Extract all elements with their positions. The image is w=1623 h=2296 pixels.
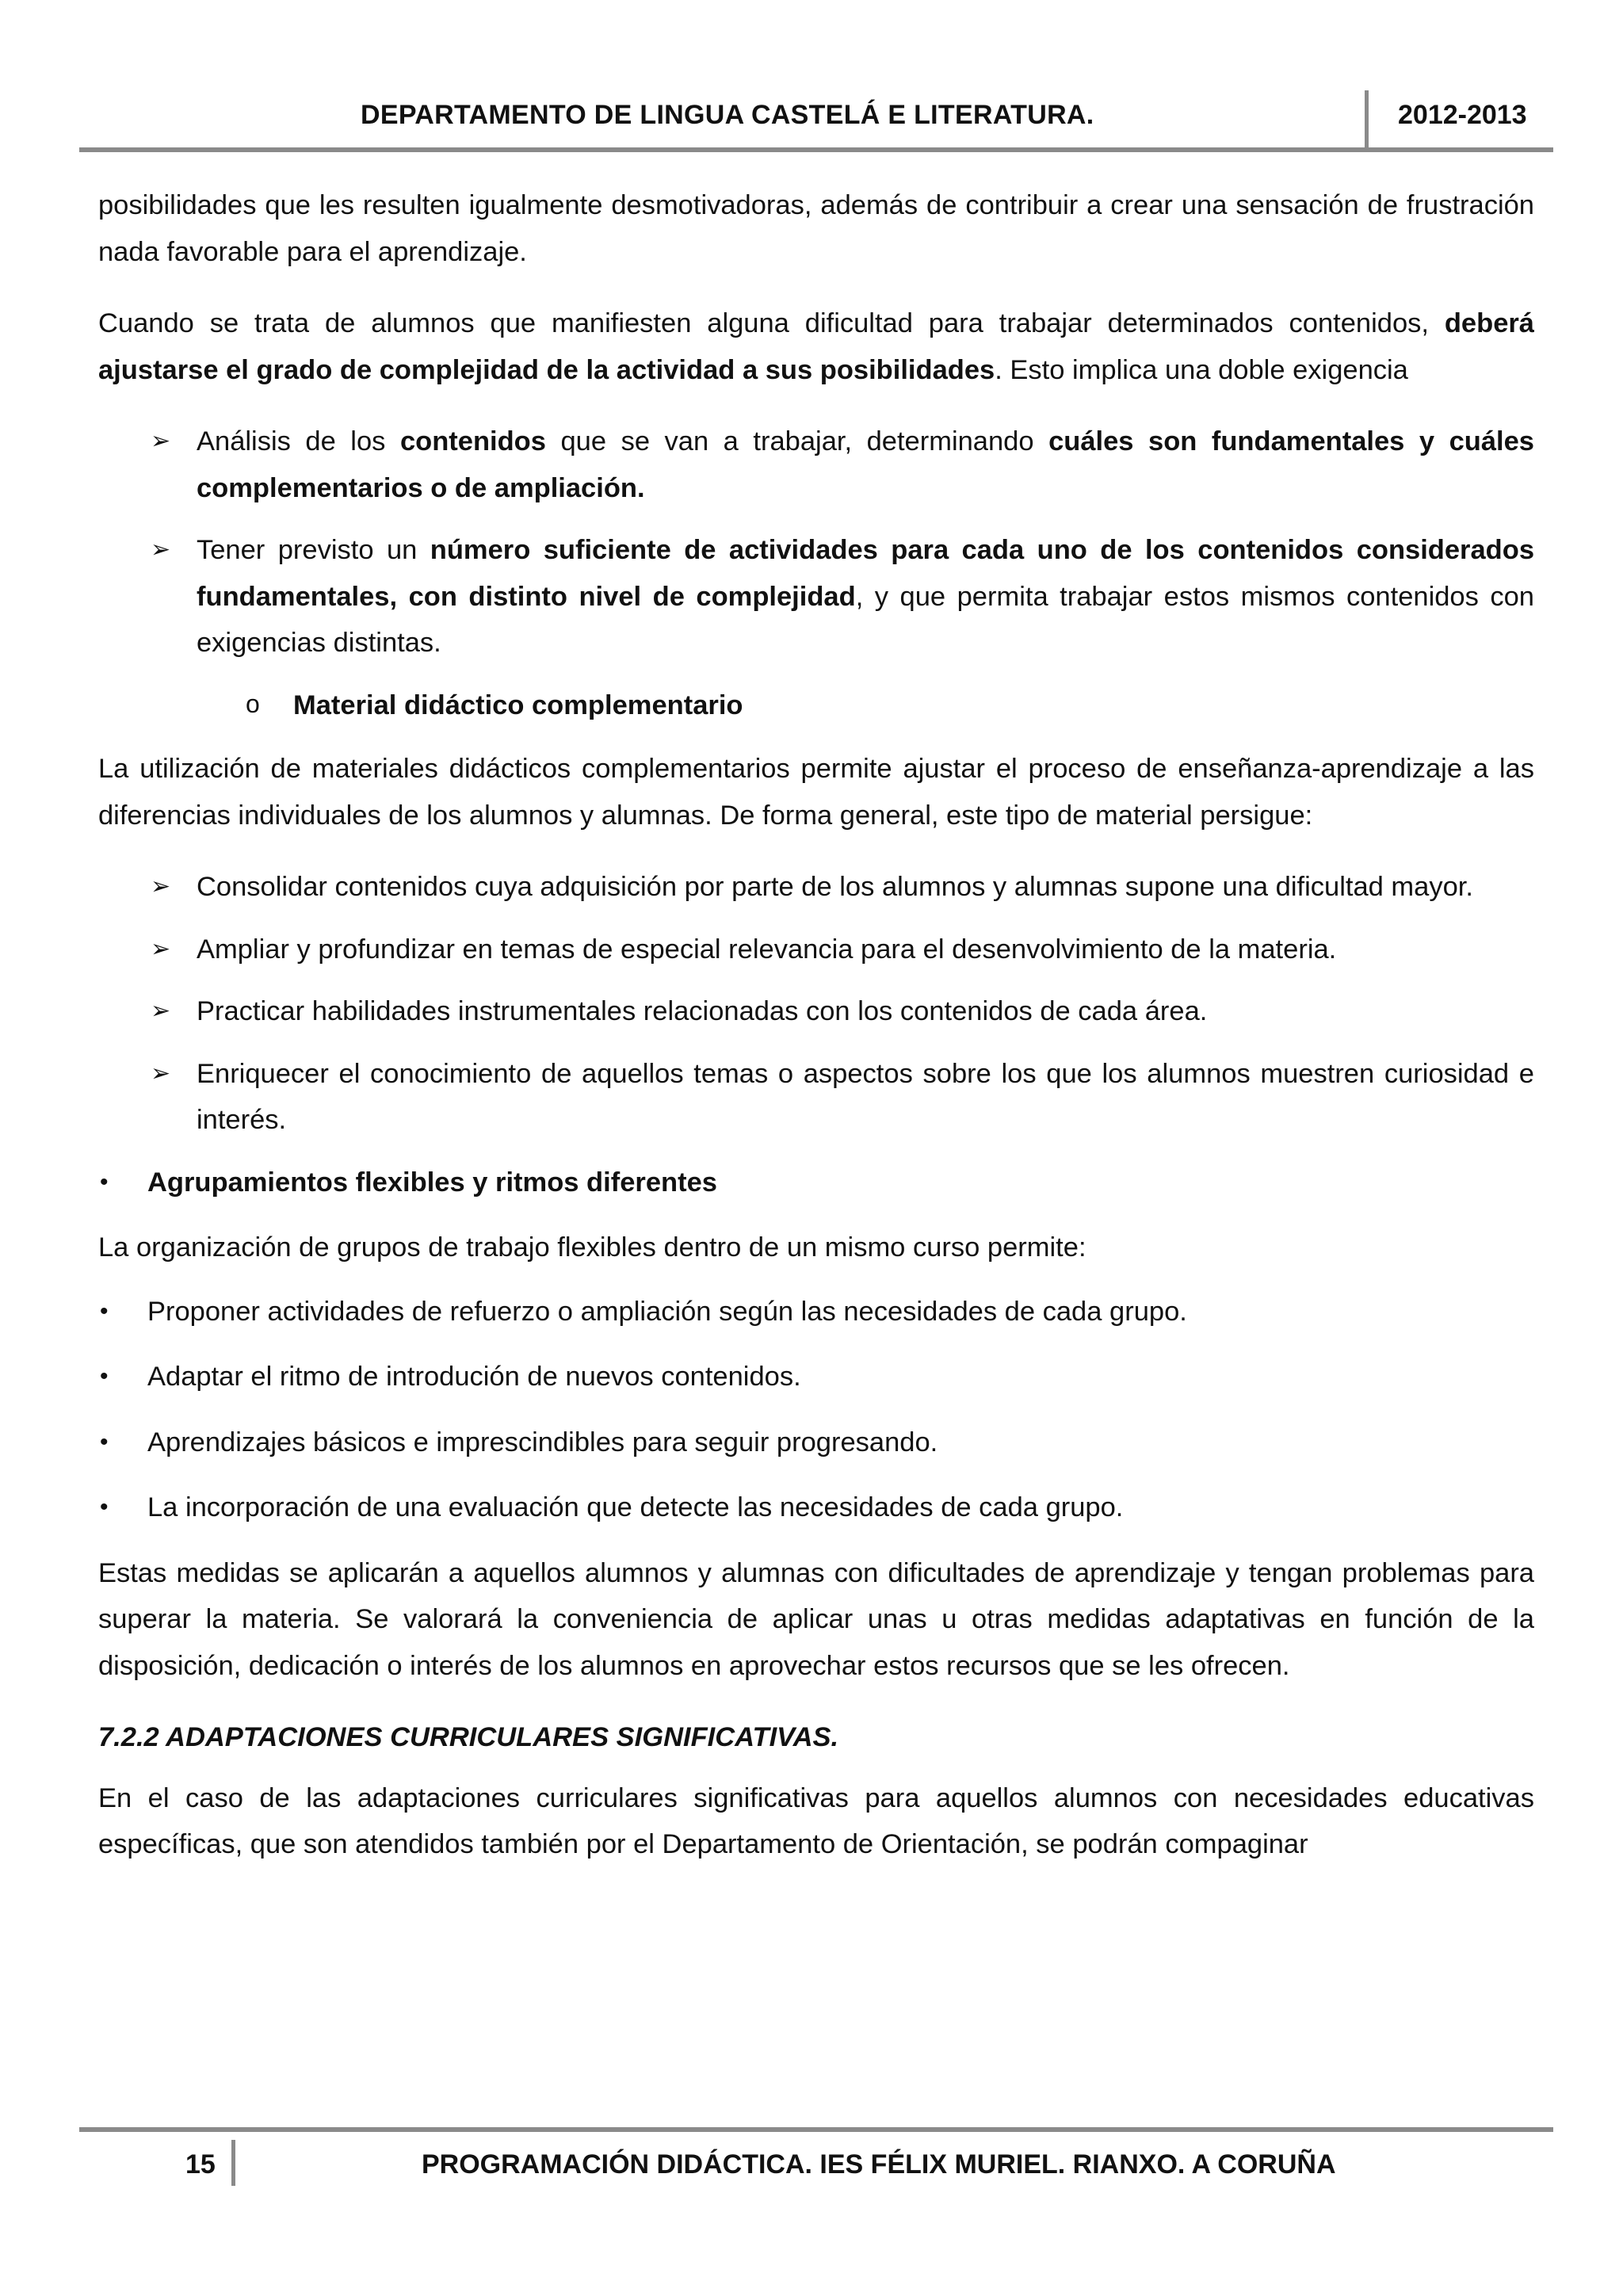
arrow-bullet-icon: ➢ xyxy=(151,873,171,900)
list-item xyxy=(98,1354,1534,1400)
list-item xyxy=(98,1289,1534,1335)
header-separator xyxy=(1365,90,1369,151)
paragraph-section-text: En el caso de las adaptaciones curriculares significativas para aquellos alumnos con necesidades educativas específicas, que son atendidos también por el Departamento de Orientación, se podrán compaginar xyxy=(98,1782,1534,1859)
page-body xyxy=(98,182,1534,1893)
paragraph-grouping-closing: Estas medidas se aplicarán a aquellos alumnos y alumnas con dificultades de aprendizaje y tengan problemas para superar la materia. Se valorará la conveniencia de aplicar unas u otras medidas adaptativas en función de la disposición, dedicación o interés de los alumnos en aprovechar estos recursos que se les ofrecen. xyxy=(98,1557,1534,1681)
list-item xyxy=(98,418,1534,511)
list-item-text: Adaptar el ritmo de introdución de nuevos contenidos. xyxy=(147,1362,801,1392)
header-rule xyxy=(79,147,1553,152)
arrow-bullet-icon: ➢ xyxy=(151,428,171,454)
paragraph-emphasis: deberá ajustarse el grado de complejidad de la actividad a sus posibilidades xyxy=(98,308,1534,385)
paragraph-text: . Esto implica una doble exigencia xyxy=(995,354,1408,385)
subsection-title-text: Agrupamientos flexibles y ritmos diferentes xyxy=(147,1167,717,1198)
footer-rule xyxy=(79,2127,1553,2132)
list-item xyxy=(98,1051,1534,1144)
material-list xyxy=(98,864,1534,1144)
round-bullet-icon: • xyxy=(100,1168,109,1195)
list-item-text: Análisis de los xyxy=(197,426,400,457)
grouping-list xyxy=(98,1289,1534,1531)
arrow-bullet-icon: ➢ xyxy=(151,998,171,1024)
list-item xyxy=(98,864,1534,911)
footer-title: PROGRAMACIÓN DIDÁCTICA. IES FÉLIX MURIEL. RIANXO. A CORUÑA xyxy=(422,2149,1336,2179)
list-item-text: Ampliar y profundizar en temas de especial relevancia para el desenvolvimiento de la materia. xyxy=(197,934,1337,965)
list-item xyxy=(98,926,1534,973)
list-item-text: Enriquecer el conocimiento de aquellos temas o aspectos sobre los que los alumnos muestren curiosidad e interés. xyxy=(197,1058,1534,1135)
list-item-emphasis: contenidos xyxy=(399,426,546,457)
list-item-emphasis: cuáles son fundamentales y cuáles complementarios o de ampliación. xyxy=(197,426,1534,503)
page-number: 15 xyxy=(185,2149,216,2179)
list-item-text: Aprendizajes básicos e imprescindibles para seguir progresando. xyxy=(147,1427,938,1457)
section-heading: 7.2.2 ADAPTACIONES CURRICULARES SIGNIFICATIVAS. xyxy=(98,1722,839,1752)
subsection-title-grouping xyxy=(98,1159,1534,1206)
circle-bullet-icon: o xyxy=(246,689,260,718)
list-item-text: Practicar habilidades instrumentales relacionadas con los contenidos de cada área. xyxy=(197,996,1208,1026)
footer-separator xyxy=(231,2140,235,2186)
header-title: DEPARTAMENTO DE LINGUA CASTELÁ E LITERATURA. xyxy=(361,100,1094,130)
list-item-emphasis: número suficiente de actividades para cada uno de los contenidos considerados fundamentales, con distinto nivel de complejidad xyxy=(197,535,1535,612)
arrow-bullet-icon: ➢ xyxy=(151,935,171,962)
list-item-text: La incorporación de una evaluación que detecte las necesidades de cada grupo. xyxy=(147,1492,1124,1522)
round-bullet-icon: • xyxy=(100,1297,109,1324)
list-item-text: Proponer actividades de refuerzo o ampliación según las necesidades de cada grupo. xyxy=(147,1296,1187,1327)
page-header xyxy=(79,86,1553,149)
subsection-title-text: Material didáctico complementario xyxy=(293,690,743,720)
round-bullet-icon: • xyxy=(100,1494,109,1520)
list-item-text: Tener previsto un xyxy=(197,535,430,565)
paragraph-grouping-intro: La organización de grupos de trabajo flexibles dentro de un mismo curso permite: xyxy=(98,1232,1086,1263)
paragraph-difficulty xyxy=(98,300,1534,393)
header-year: 2012-2013 xyxy=(1398,100,1527,130)
list-item xyxy=(98,1484,1534,1531)
list-item-text: que se van a trabajar, determinando xyxy=(545,426,1049,457)
paragraph-material-intro: La utilización de materiales didácticos complementarios permite ajustar el proceso de enseñanza-aprendizaje a las diferencias individuales de los alumnos y alumnas. De forma general, este tipo de material persigue: xyxy=(98,754,1534,831)
round-bullet-icon: • xyxy=(100,1428,109,1455)
round-bullet-icon: • xyxy=(100,1363,109,1389)
arrow-bullet-icon: ➢ xyxy=(151,1060,171,1087)
paragraph-text: Cuando se trata de alumnos que manifiesten alguna dificultad para trabajar determinados contenidos, xyxy=(98,308,1445,338)
requirements-list xyxy=(98,418,1534,667)
list-item-text: , y que permita trabajar estos mismos contenidos con exigencias distintas. xyxy=(197,581,1534,658)
subsection-title-material xyxy=(98,682,1534,729)
paragraph-intro: posibilidades que les resulten igualmente desmotivadoras, además de contribuir a crear una sensación de frustración nada favorable para el aprendizaje. xyxy=(98,190,1534,267)
list-item xyxy=(98,527,1534,667)
list-item xyxy=(98,1419,1534,1466)
list-item-text: Consolidar contenidos cuya adquisición por parte de los alumnos y alumnas supone una dificultad mayor. xyxy=(197,872,1473,902)
arrow-bullet-icon: ➢ xyxy=(151,537,171,563)
list-item xyxy=(98,988,1534,1035)
